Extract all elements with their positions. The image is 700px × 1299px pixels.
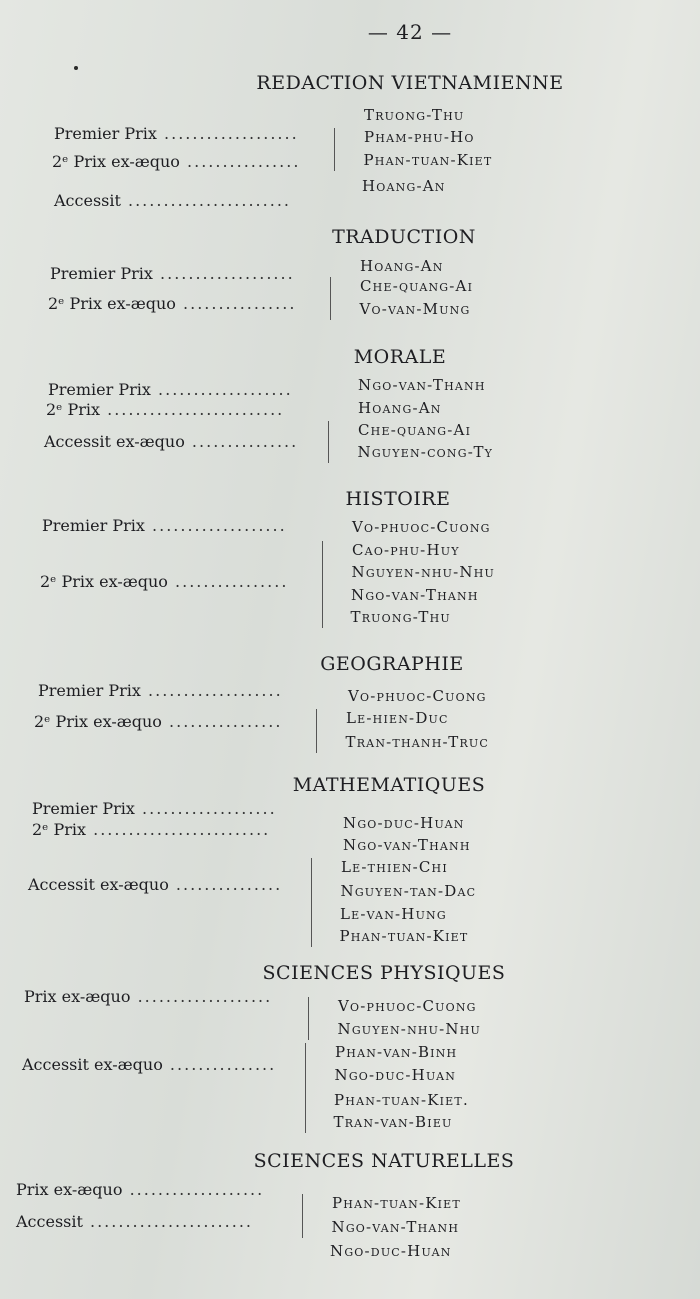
ink-dot [74,66,78,70]
dot-leader: ................ [167,572,289,591]
brace-mark [322,541,323,628]
laureate-name: Ngo-duc-Huan [343,814,465,832]
laureate-name: Ngo-van-Thanh [343,836,471,854]
prize-label-text: Premier Prix [42,516,145,535]
dot-leader: ....................... [120,191,291,210]
laureate-name: Tran-van-Bieu [333,1113,453,1131]
section-title: SCIENCES NATURELLES [253,1150,515,1172]
laureate-name: Cao-phu-Huy [352,541,460,559]
dot-leader: ................ [175,294,297,313]
dot-leader: ................... [150,380,293,399]
prize-label-text: 2ᵉ Prix [32,820,87,839]
dot-leader: ................... [156,124,299,143]
prize-label-text: 2ᵉ Prix ex-æquo [34,712,162,731]
laureate-name: Hoang-An [362,177,446,195]
laureate-name: Phan-tuan-Kiet [339,927,469,945]
brace-mark [308,997,309,1040]
prize-label [16,1180,264,1199]
dot-leader: ................... [152,264,295,283]
dot-leader: ................ [161,712,283,731]
prize-label-text: Premier Prix [32,799,135,818]
prize-label-text: Accessit ex-æquo [22,1055,163,1074]
laureate-name: Le-thien-Chi [341,858,448,876]
laureate-name: Ngo-van-Thanh [351,586,479,604]
laureate-name: Tran-thanh-Truc [345,733,490,751]
prize-label-text: Accessit [54,191,121,210]
prize-label [50,264,295,283]
prize-label [34,712,282,731]
prize-label-text: Premier Prix [54,124,157,143]
prize-label-text: Accessit ex-æquo [44,432,185,451]
laureate-name: Phan-tuan-Kiet. [334,1091,469,1109]
laureate-name: Phan-tuan-Kiet [363,151,493,169]
prize-label-text: 2ᵉ Prix ex-æquo [52,152,180,171]
dot-leader: ................... [130,987,273,1006]
brace-mark [302,1194,303,1238]
laureate-name: Hoang-An [360,257,444,275]
page-number: — 42 — [367,20,453,44]
prize-label [32,799,277,818]
prize-label-text: Premier Prix [50,264,153,283]
laureate-name: Phan-tuan-Kiet [332,1194,461,1212]
laureate-name: Che-quang-Ai [360,277,474,295]
prize-label-text: Prix ex-æquo [16,1180,123,1199]
laureate-name: Le-van-Hung [340,905,447,923]
prize-label [44,432,298,451]
laureate-name: Ngo-duc-Huan [334,1066,457,1084]
dot-leader: ................ [179,152,301,171]
prize-label [32,820,270,839]
dot-leader: ....................... [82,1212,253,1231]
prize-label [40,572,288,591]
dot-leader: ................... [122,1180,265,1199]
dot-leader: ............... [168,875,283,894]
prize-label [16,1212,253,1231]
laureate-name: Che-quang-Ai [358,421,472,439]
dot-leader: ................... [134,799,277,818]
laureate-name: Phan-van-Binh [335,1043,458,1061]
prize-label-text: Accessit ex-æquo [28,875,169,894]
dot-leader: ............... [162,1055,277,1074]
laureate-name: Truong-Thu [350,608,451,626]
section-title: MATHEMATIQUES [292,774,486,796]
section-title: GEOGRAPHIE [320,653,464,675]
dot-leader: ................... [140,681,283,700]
laureate-name: Hoang-An [358,399,442,417]
prize-label [54,124,299,143]
section-title: HISTOIRE [345,488,451,510]
brace-mark [305,1043,306,1133]
brace-mark [330,277,331,320]
prize-label-text: 2ᵉ Prix ex-æquo [40,572,168,591]
prize-label-text: Premier Prix [38,681,141,700]
laureate-name: Nguyen-tan-Dac [340,882,477,900]
prize-label-text: Accessit [16,1212,83,1231]
laureate-name: Nguyen-nhu-Nhu [337,1020,482,1038]
prize-label [54,191,291,210]
prize-label [46,400,284,419]
prize-label [38,681,283,700]
brace-mark [316,709,317,753]
prize-label [48,294,296,313]
brace-mark [334,128,335,171]
brace-mark [328,421,329,463]
laureate-name: Vo-phuoc-Cuong [348,687,487,705]
dot-leader: ............... [184,432,299,451]
laureate-name: Le-hien-Duc [346,709,449,727]
dot-leader: ......................... [86,820,271,839]
section-title: TRADUCTION [332,226,476,248]
prize-label [48,380,293,399]
laureate-name: Vo-phuoc-Cuong [338,997,477,1015]
brace-mark [311,858,312,947]
laureate-name: Truong-Thu [364,106,465,124]
prize-label-text: 2ᵉ Prix ex-æquo [48,294,176,313]
section-title: MORALE [353,346,447,368]
laureate-name: Vo-van-Mung [359,300,471,318]
laureate-name: Ngo-van-Thanh [331,1218,460,1236]
laureate-name: Nguyen-nhu-Nhu [351,563,496,581]
laureate-name: Pham-phu-Ho [364,128,475,146]
section-title: REDACTION VIETNAMIENNE [256,72,564,94]
laureate-name: Ngo-van-Thanh [358,376,486,394]
prize-label-text: Premier Prix [48,380,151,399]
prize-label-text: Prix ex-æquo [24,987,131,1006]
prize-label-text: 2ᵉ Prix [46,400,101,419]
section-title: SCIENCES PHYSIQUES [262,962,506,984]
laureate-name: Vo-phuoc-Cuong [352,518,491,536]
prize-label [24,987,272,1006]
prize-label [52,152,300,171]
dot-leader: ................... [144,516,287,535]
prize-label [22,1055,276,1074]
laureate-name: Ngo-duc-Huan [330,1242,452,1260]
dot-leader: ......................... [100,400,285,419]
laureate-name: Nguyen-cong-Ty [357,443,494,461]
prize-label [28,875,282,894]
prize-label [42,516,287,535]
